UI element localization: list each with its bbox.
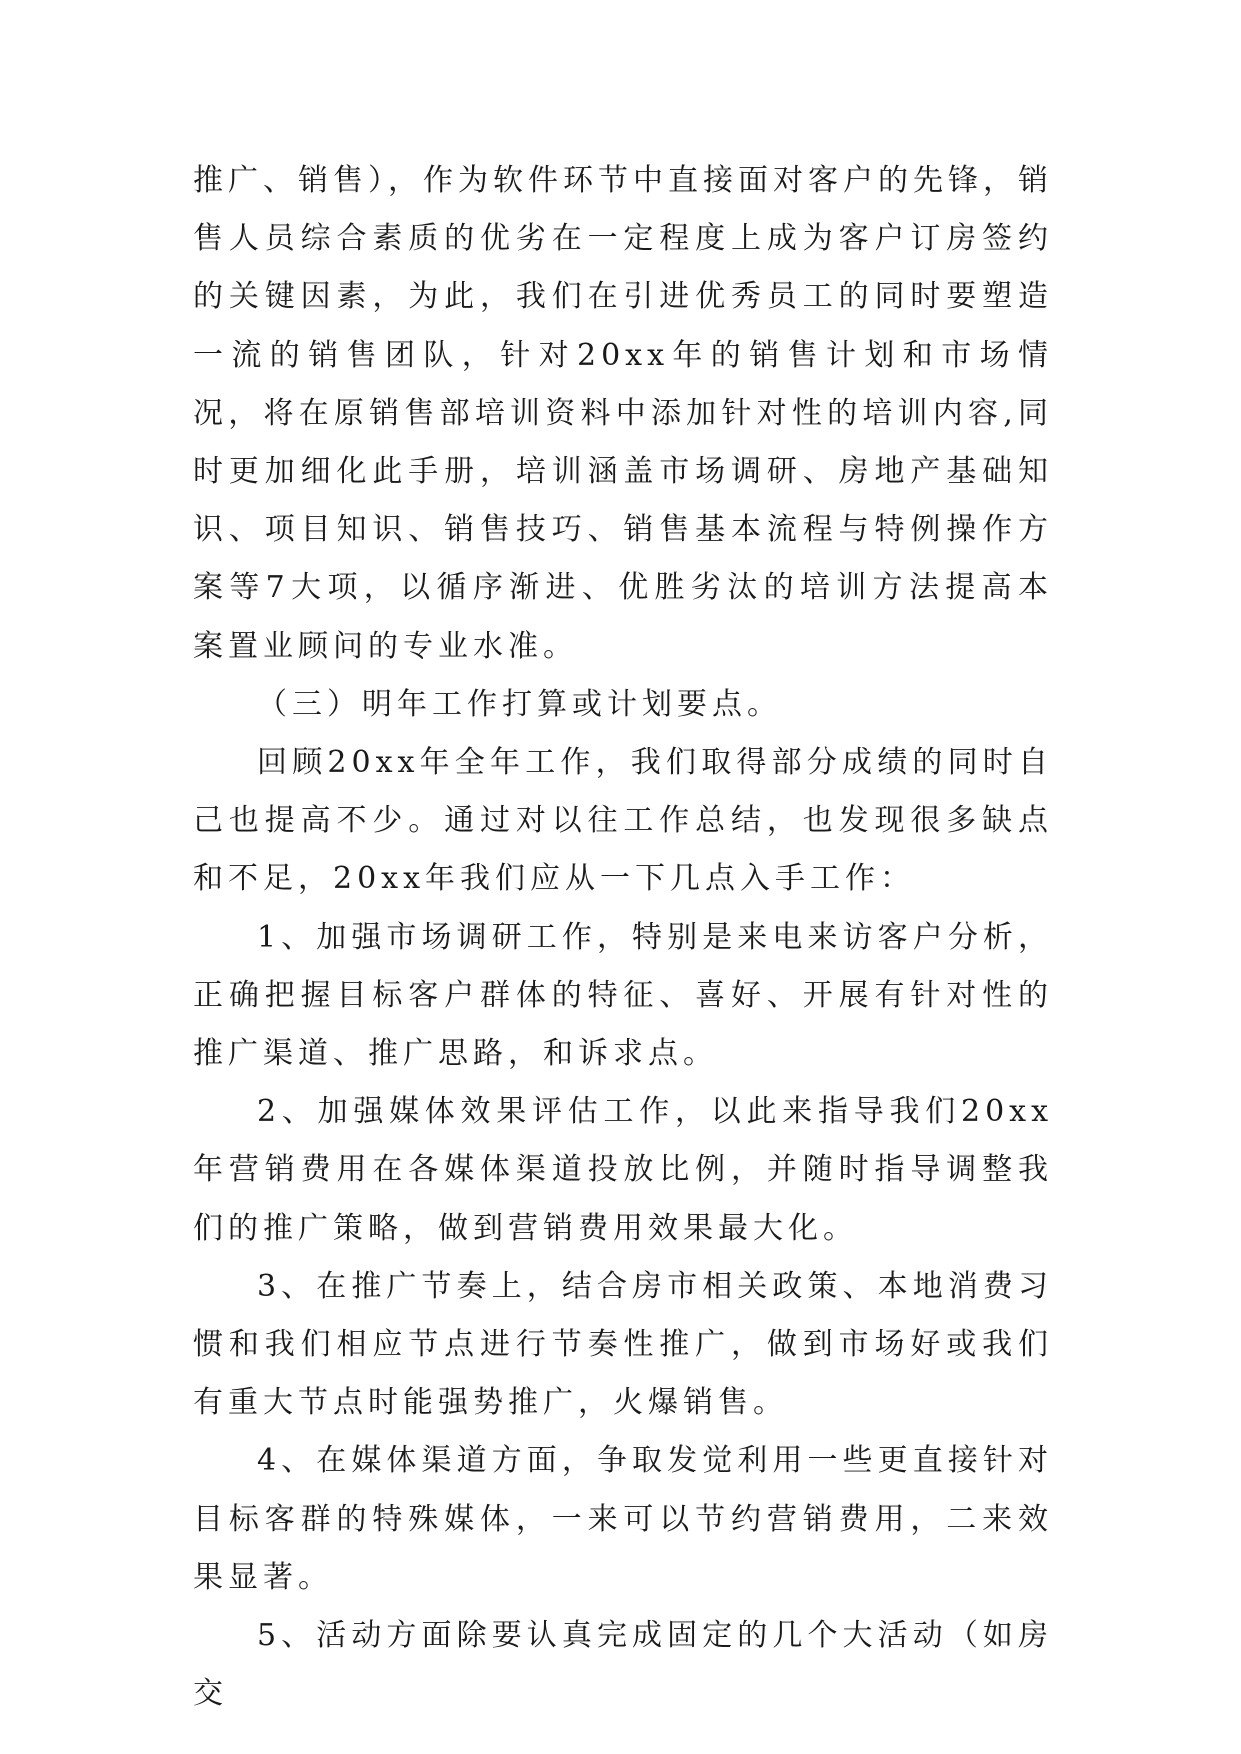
paragraph-review: 回顾20xx年全年工作，我们取得部分成绩的同时自己也提高不少。通过对以往工作总结，也发现很多缺点和不足，20xx年我们应从一下几点入手工作： (193, 745, 1053, 897)
section-heading-next-year-plan: （三）明年工作打算或计划要点。 (257, 686, 782, 722)
list-item-3: 3、在推广节奏上，结合房市相关政策、本地消费习惯和我们相应节点进行节奏性推广，做到市场好或我们有重大节点时能强势推广，火爆销售。 (193, 1268, 1053, 1421)
list-item-2: 2、加强媒体效果评估工作，以此来指导我们20xx年营销费用在各媒体渠道投放比例，并随时指导调整我们的推广策略，做到营销费用效果最大化。 (193, 1094, 1053, 1246)
list-item-5: 5、活动方面除要认真完成固定的几个大活动（如房交 (193, 1618, 1053, 1712)
paragraph-sales-training: 推广、销售），作为软件环节中直接面对客户的先锋，销售人员综合素质的优劣在一定程度上成为客户订房签约的关键因素，为此，我们在引进优秀员工的同时要塑造一流的销售团队，针对20xx年的销售计划和市场情况，将在原销售部培训资料中添加针对性的培训内容,同时更加细化此手册，培训涵盖市场调研、房地产基础知识、项目知识、销售技巧、销售基本流程与特例操作方案等7大项，以循序渐进、优胜劣汰的培训方法提高本案置业顾问的专业水准。 (193, 163, 1053, 664)
list-item-1: 1、加强市场调研工作，特别是来电来访客户分析，正确把握目标客户群体的特征、喜好、开展有针对性的推广渠道、推广思路，和诉求点。 (193, 919, 1053, 1072)
document-body (193, 152, 1053, 1723)
list-item-4: 4、在媒体渠道方面，争取发觉利用一些更直接针对目标客群的特殊媒体，一来可以节约营销费用，二来效果显著。 (193, 1443, 1053, 1595)
